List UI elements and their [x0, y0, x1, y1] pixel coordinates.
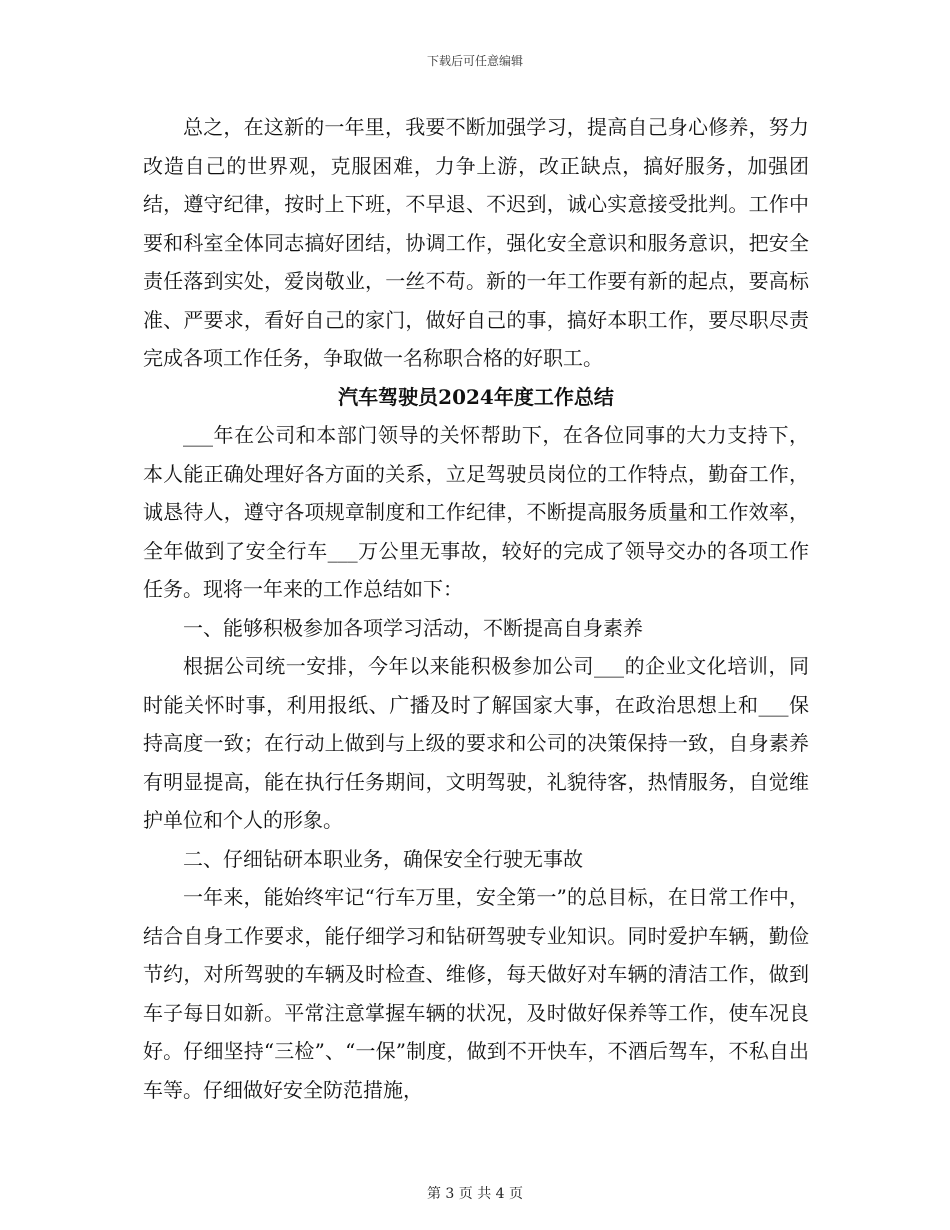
paragraph-conclusion: 总之，在这新的一年里，我要不断加强学习，提高自己身心修养，努力改造自己的世界观，克服困难，力争上游，改正缺点，搞好服务，加强团结，遵守纪律，按时上下班，不早退、不迟到，诚心实意接受批判。工作中要和科室全体同志搞好团结，协调工作，强化安全意识和服务意识，把安全责任落到实处，爱岗敬业，一丝不苟。新的一年工作要有新的起点，要高标准、严要求，看好自己的家门，做好自己的事，搞好本职工作，要尽职尽责完成各项工作任务，争取做一名称职合格的好职工。 — [143, 115, 809, 370]
paragraph-intro: ___年在公司和本部门领导的关怀帮助下，在各位同事的大力支持下，本人能正确处理好各方面的关系，立足驾驶员岗位的工作特点，勤奋工作，诚恳待人，遵守各项规章制度和工作纪律，不断提高服务质量和工作效率，全年做到了安全行车___万公里无事故，较好的完成了领导交办的各项工作任务。现将一年来的工作总结如下： — [143, 423, 809, 601]
page-header: 下载后可任意编辑 — [426, 54, 523, 68]
section-heading-1: 一、能够积极参加各项学习活动，不断提高自身素养 — [183, 615, 643, 640]
document-title: 汽车驾驶员2024年度工作总结 — [338, 384, 614, 409]
paragraph-section-2: 一年来，能始终牢记“行车万里，安全第一”的总目标，在日常工作中，结合自身工作要求，能仔细学习和钻研驾驶专业知识。同时爱护车辆，勤俭节约，对所驾驶的车辆及时检查、维修，每天做好对车辆的清洁工作，做到车子每日如新。平常注意掌握车辆的状况，及时做好保养等工作，使车况良好。仔细坚持“三检”、“一保”制度，做到不开快车，不酒后驾车，不私自出车等。仔细做好安全防范措施， — [143, 885, 809, 1102]
paragraph-section-1: 根据公司统一安排，今年以来能积极参加公司___的企业文化培训，同时能关怀时事，利用报纸、广播及时了解国家大事，在政治思想上和___保持高度一致；在行动上做到与上级的要求和公司的决策保持一致，自身素养有明显提高，能在执行任务期间，文明驾驶，礼貌待客，热情服务，自觉维护单位和个人的形象。 — [143, 654, 809, 832]
document-body — [143, 108, 809, 1109]
section-heading-2: 二、仔细钻研本职业务，确保安全行驶无事故 — [183, 846, 583, 871]
page-footer: 第 3 页 共 4 页 — [426, 1186, 524, 1202]
